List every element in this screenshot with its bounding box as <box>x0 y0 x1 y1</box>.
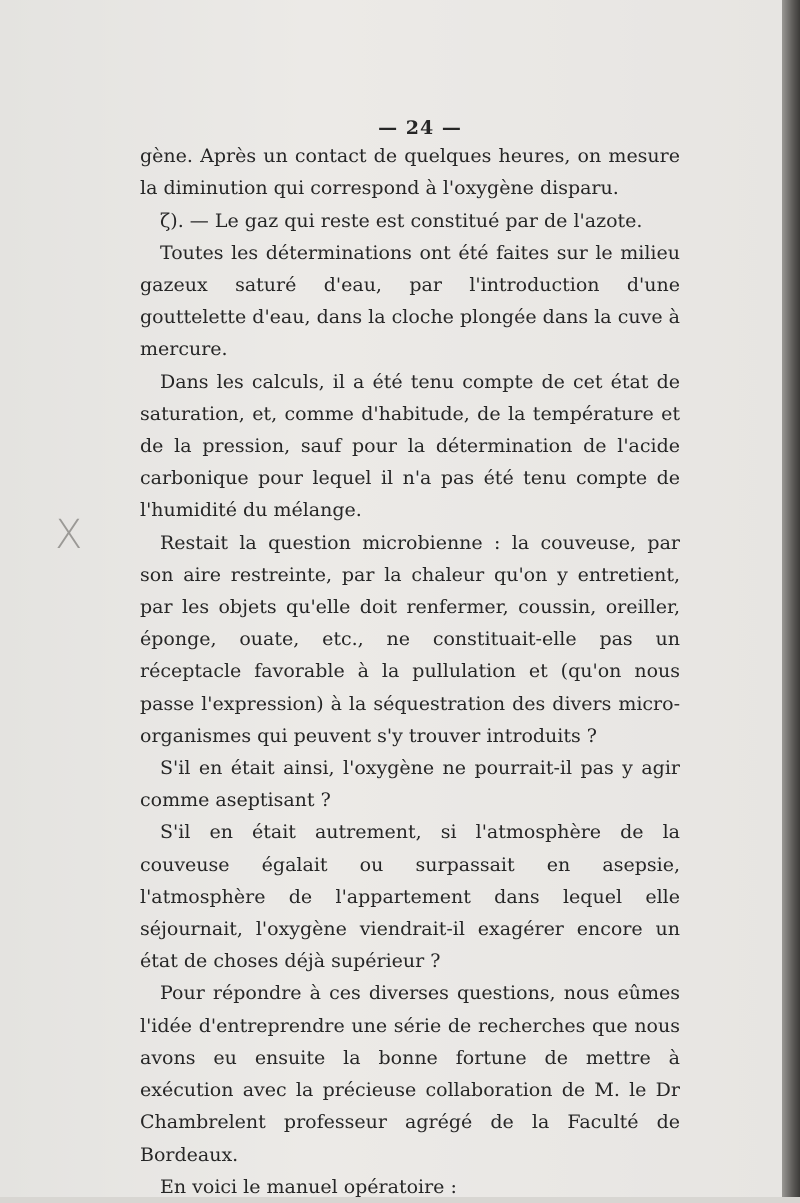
paragraph: gène. Après un contact de quelques heures, on mesure la diminution qui correspond à l'oxygène disparu. <box>140 145 680 200</box>
page-edge-shadow <box>782 0 800 1197</box>
paragraph: Restait la question microbienne : la couveuse, par son aire restreinte, par la chaleur qu'on y entretient, par les objets qu'elle doit renfermer, coussin, oreiller, éponge, ouate, etc., ne constituait-elle pas un réceptacle favorable à la pullulation et (qu'on nous passe l'expression) à la séquestration des divers micro-organismes qui peuvent s'y trouver introduits ? <box>140 531 680 747</box>
paragraph: Pour répondre à ces diverses questions, nous eûmes l'idée d'entreprendre une série de recherches que nous avons eu ensuite la bonne fortune de mettre à exécution avec la précieuse collaboration de M. le Dr Chambrelent professeur agrégé de la Faculté de Bordeaux. <box>140 982 680 1166</box>
page-text <box>140 112 680 1203</box>
page-number: — 24 — <box>378 117 462 139</box>
paragraph: Toutes les déterminations ont été faites sur le milieu gazeux saturé d'eau, par l'introduction d'une gouttelette d'eau, dans la cloche plongée dans la cuve à mercure. <box>140 241 680 361</box>
paragraph: S'il en était autrement, si l'atmosphère de la couveuse égalait ou surpassait en asepsie, l'atmosphère de l'appartement dans lequel elle séjournait, l'oxygène viendrait-il exagérer encore un état de choses déjà supérieur ? <box>140 821 680 973</box>
paragraph: En voici le manuel opératoire : <box>160 1175 457 1198</box>
paragraph: ζ). — Le gaz qui reste est constitué par de l'azote. <box>160 209 643 232</box>
paragraph: S'il en était ainsi, l'oxygène ne pourrait-il pas y agir comme aseptisant ? <box>140 757 680 812</box>
paragraph: Dans les calculs, il a été tenu compte de cet état de saturation, et, comme d'habitude, de la température et de la pression, sauf pour la détermination de l'acide carbonique pour lequel il n'a pas été tenu compte de l'humidité du mélange. <box>140 370 680 522</box>
margin-annotation-mark: X <box>55 512 83 558</box>
